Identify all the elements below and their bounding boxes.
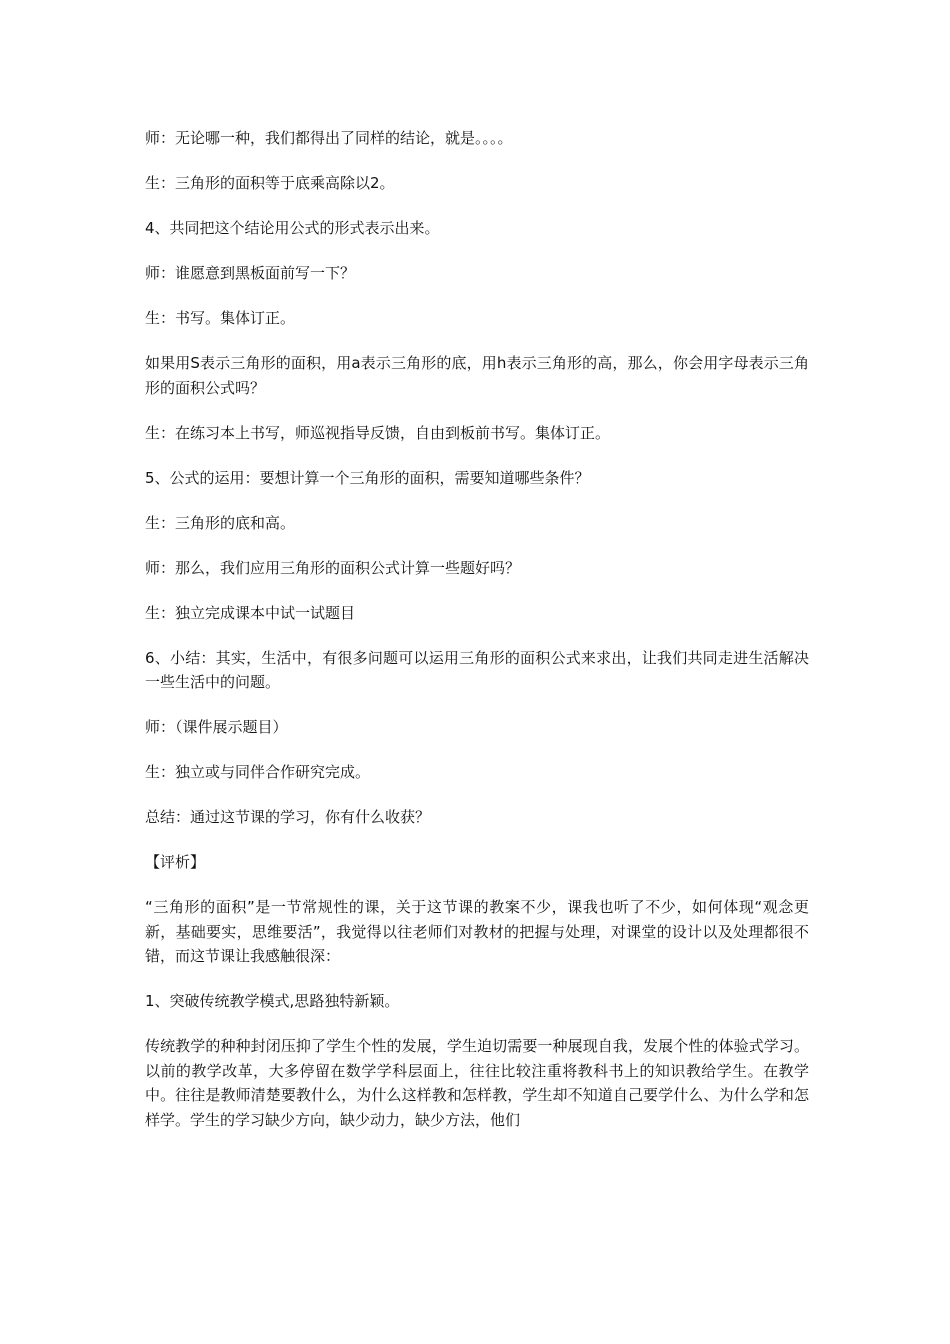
paragraph-student-area-rule: 生：三角形的面积等于底乘高除以2。 [145, 174, 395, 192]
paragraph-teacher-blackboard: 师：谁愿意到黑板面前写一下？ [145, 264, 356, 282]
paragraph-teacher-conclusion: 师：无论哪一种，我们都得出了同样的结论，就是。。。。 [145, 129, 513, 147]
paragraph-step-4: 4、共同把这个结论用公式的形式表示出来。 [145, 219, 440, 237]
paragraph-review-point-1: 1、突破传统教学模式,思路独特新颖。 [145, 992, 400, 1010]
paragraph-review-intro: “三角形的面积”是一节常规性的课，关于这节课的教案不少，课我也听了不少，如何体现“观念更新，基础要实，思维要活”，我觉得以往老师们对教材的把握与处理，对课堂的设计以及处理都很不错，而这节课让我感触很深： [145, 898, 809, 965]
paragraph-summary: 总结：通过这节课的学习，你有什么收获？ [145, 808, 431, 826]
paragraph-student-write: 生：书写。集体订正。 [145, 309, 296, 327]
paragraph-step-5: 5、公式的运用：要想计算一个三角形的面积，需要知道哪些条件？ [145, 468, 590, 487]
paragraph-teacher-slides: 师：（课件展示题目） [145, 718, 288, 736]
paragraph-teacher-apply: 师：那么，我们应用三角形的面积公式计算一些题好吗？ [145, 558, 521, 577]
document-body [145, 126, 809, 1153]
section-heading-review: 【评析】 [145, 853, 206, 871]
paragraph-student-practice: 生：在练习本上书写，师巡视指导反馈，自由到板前书写。集体订正。 [145, 423, 611, 442]
paragraph-traditional-teaching: 传统教学的种种封闭压抑了学生个性的发展，学生迫切需要一种展现自我，发展个性的体验式学习。以前的教学改革，大多停留在数学学科层面上，往往比较注重将教科书上的知识教给学生。在教学中。往往是教师清楚要教什么，为什么这样教和怎样教，学生却不知道自己要学什么、为什么学和怎样学。学生的学习缺少方向，缺少动力，缺少方法，他们 [145, 1037, 809, 1129]
paragraph-student-cooperate: 生：独立或与同伴合作研究完成。 [145, 763, 371, 781]
paragraph-formula-question: 如果用S表示三角形的面积，用a表示三角形的底，用h表示三角形的高，那么，你会用字母表示三角形的面积公式吗？ [145, 354, 809, 397]
paragraph-student-base-height: 生：三角形的底和高。 [145, 513, 296, 532]
paragraph-step-6: 6、小结：其实，生活中，有很多问题可以运用三角形的面积公式来求出，让我们共同走进生活解决一些生活中的问题。 [145, 648, 809, 691]
paragraph-student-exercise: 生：独立完成课本中试一试题目 [145, 603, 356, 622]
